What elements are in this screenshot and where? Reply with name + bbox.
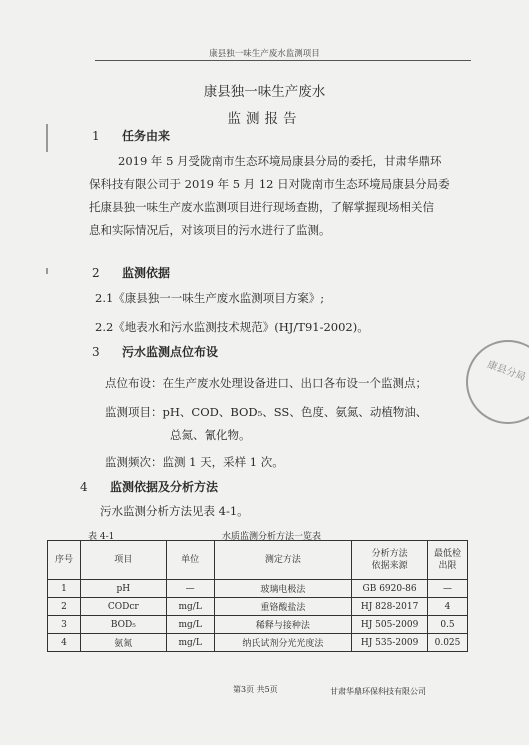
table-row bbox=[48, 634, 468, 652]
col-method-header: 测定方法 bbox=[214, 541, 352, 580]
section-1-line: 保科技有限公司于 2019 年 5 月 12 日对陇南市生态环境局康县分局委 bbox=[89, 177, 450, 191]
table-row bbox=[48, 598, 468, 616]
section-1-line: 2019 年 5 月受陇南市生态环境局康县分局的委托，甘肃华鼎环 bbox=[118, 154, 442, 168]
cell-limit: 0.025 bbox=[428, 634, 468, 652]
table-row bbox=[48, 616, 468, 634]
section-heading-3: 3 污水监测点位布设 bbox=[92, 345, 219, 359]
table-row bbox=[48, 580, 468, 598]
col-item-header: 项目 bbox=[80, 541, 166, 580]
monitoring-items-line: 总氮、氰化物。 bbox=[170, 428, 251, 442]
col-unit-header: 单位 bbox=[166, 541, 214, 580]
cell-index: 2 bbox=[48, 598, 81, 616]
section-4-paragraph: 污水监测分析方法见表 4-1。 bbox=[100, 504, 249, 518]
cell-index: 1 bbox=[48, 580, 81, 598]
section-heading-4: 4 监测依据及分析方法 bbox=[80, 480, 219, 494]
cell-method: 稀释与接种法 bbox=[214, 616, 352, 634]
cell-index: 4 bbox=[48, 634, 81, 652]
cell-item: 氨氮 bbox=[80, 634, 166, 652]
table-caption: 水质监测分析方法一览表 bbox=[222, 532, 322, 542]
cell-limit: — bbox=[428, 580, 468, 598]
scan-edge-mark bbox=[46, 124, 48, 152]
header-rule bbox=[95, 60, 471, 61]
cell-source: GB 6920-86 bbox=[352, 580, 428, 598]
report-title: 康县独一味生产废水 bbox=[203, 84, 326, 100]
running-header: 康县独一味生产废水监测项目 bbox=[209, 49, 320, 59]
col-index-header: 序号 bbox=[48, 541, 81, 580]
cell-method: 玻璃电极法 bbox=[214, 580, 352, 598]
col-source-header: 分析方法 依据来源 bbox=[352, 541, 428, 580]
section-1-line: 息和实际情况后，对该项目的污水进行了监测。 bbox=[89, 223, 331, 237]
cell-method: 纳氏试剂分光光度法 bbox=[214, 634, 352, 652]
cell-limit: 4 bbox=[428, 598, 468, 616]
table-header-row bbox=[48, 541, 468, 580]
company-name: 甘肃华鼎环保科技有限公司 bbox=[330, 687, 426, 696]
cell-limit: 0.5 bbox=[428, 616, 468, 634]
cell-source: HJ 505-2009 bbox=[352, 616, 428, 634]
table-label: 表 4-1 bbox=[88, 532, 115, 542]
cell-source: HJ 828-2017 bbox=[352, 598, 428, 616]
cell-item: CODcr bbox=[80, 598, 166, 616]
cell-unit: — bbox=[166, 580, 214, 598]
section-heading-2: 2 监测依据 bbox=[92, 266, 171, 280]
report-subtitle: 监测报告 bbox=[227, 111, 302, 127]
reference-item: 2.2《地表水和污水监测技术规范》(HJ/T91-2002)。 bbox=[95, 320, 369, 334]
cell-item: BOD₅ bbox=[80, 616, 166, 634]
cell-unit: mg/L bbox=[166, 598, 214, 616]
scan-edge-mark bbox=[46, 268, 48, 274]
point-layout-line: 点位布设：在生产废水处理设备进口、出口各布设一个监测点； bbox=[105, 376, 427, 390]
section-heading-1: 1 任务由来 bbox=[92, 129, 171, 143]
frequency-line: 监测频次：监测 1 天，采样 1 次。 bbox=[105, 455, 284, 469]
seal-text: 康县分局 bbox=[485, 359, 527, 384]
analysis-methods-table bbox=[47, 540, 468, 652]
cell-unit: mg/L bbox=[166, 634, 214, 652]
cell-method: 重铬酸盐法 bbox=[214, 598, 352, 616]
page-number: 第3页 共5页 bbox=[233, 685, 278, 694]
reference-item: 2.1《康县独一一味生产废水监测项目方案》; bbox=[95, 291, 325, 305]
cell-source: HJ 535-2009 bbox=[352, 634, 428, 652]
monitoring-items-line: 监测项目：pH、COD、BOD₅、SS、色度、氨氮、动植物油、 bbox=[105, 405, 428, 419]
cell-unit: mg/L bbox=[166, 616, 214, 634]
cell-item: pH bbox=[80, 580, 166, 598]
section-1-line: 托康县独一味生产废水监测项目进行现场查勘，了解掌握现场相关信 bbox=[89, 200, 434, 214]
cell-index: 3 bbox=[48, 616, 81, 634]
col-limit-header: 最低检 出限 bbox=[428, 541, 468, 580]
